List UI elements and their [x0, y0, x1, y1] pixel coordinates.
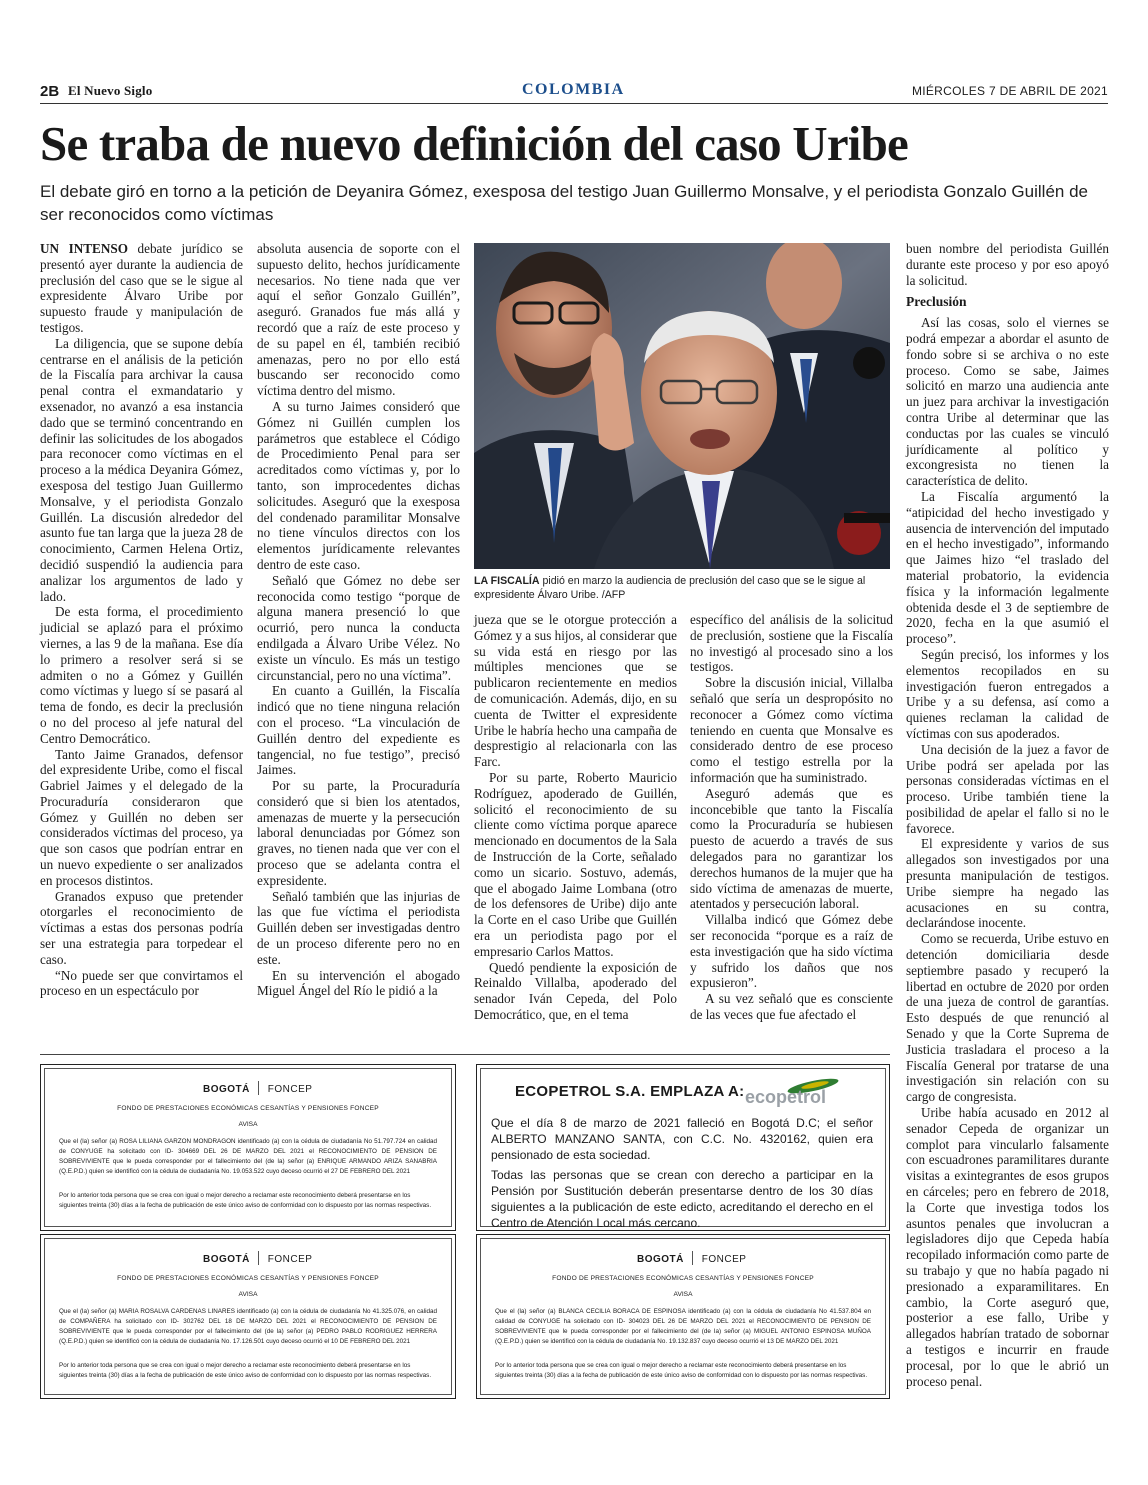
paragraph: Como se recuerda, Uribe estuvo en detención domiciliaria desde septiembre pasado y recuperó la libertad en octubre de 2020 por orden de una jueza de control de garantías. Esto después de que renunció al Senado y que la Corte Suprema de Justicia trasladara el proceso a la Fiscalía General por tratarse de una investigación sin relación con su cargo de congresista. — [906, 931, 1109, 1105]
paragraph: Villalba indicó que Gómez debe ser reconocida “porque es a raíz de esta investigación que ha sido víctima y sufrido los daños que nos expusieron”. — [690, 912, 893, 991]
ecopetrol-logo — [743, 1077, 873, 1107]
bogota-logo-text: BOGOTÁ — [203, 1254, 250, 1265]
notice-frame — [44, 1238, 452, 1395]
paragraph: Por su parte, la Procuraduría consideró que si bien los atentados, amenazas de muerte y la persecución laboral denunciadas por Gómez son graves, no tienen nada que ver con el proceso que se adelanta contra el expresidente. — [257, 778, 460, 888]
issue-date: MIÉRCOLES 7 DE ABRIL DE 2021 — [911, 84, 1108, 98]
foncep-notice — [40, 1234, 456, 1399]
article-column-4 — [690, 612, 893, 1023]
paragraph: Uribe había acusado en 2012 al senador Cepeda de organizar un complot para vincularlo falsamente con escuadrones paramilitares durante visitas a exintegrantes de esos grupos en cárceles; pero en febrero de 2018, la Corte que investiga todos los asuntos penales que involucran a legisladores dijo que Cepeda había recopilado información como parte de su trabajo y que no había pagado ni presionado a exparamilitares. En cambio, la Corte aseguró que, posterior a ese fallo, Uribe y allegados habrían tratado de sobornar a testigos e incurrir en fraude procesal, por lo que le abrió un proceso penal. — [906, 1105, 1109, 1389]
lead-text: debate jurídico se presentó ayer durante la audiencia de preclusión del caso que se le sigue al expresidente Álvaro Uribe por supuesto fraude y manipulación de testigos. — [40, 241, 243, 335]
article-column-3 — [474, 612, 677, 1023]
logo-divider — [258, 1081, 259, 1095]
foncep-logo-text: FONCEP — [267, 1084, 313, 1095]
paragraph: En su intervención el abogado Miguel Ángel del Río le pidió a la — [257, 967, 460, 999]
paragraph: Según precisó, los informes y los elementos recopilados en su investigación fueron entregados a Uribe y a su defensa, así como a quienes reclaman la calidad de víctimas con sus apoderados. — [906, 646, 1109, 741]
article-column-5 — [906, 241, 1109, 1389]
paragraph: Granados expuso que pretender otorgarles el reconocimiento de víctimas a estas dos personas podría ser una estrategia para torpedear el caso. — [40, 888, 243, 967]
logo-divider — [258, 1251, 259, 1265]
article-column-1 — [40, 241, 243, 999]
paragraph: absoluta ausencia de soporte con el supuesto delito, hechos jurídicamente necesarios. No tiene nada que ver aquí el señor Gonzalo Guillén”, aseguró. Granados fue más allá y recordó que a raíz de este proceso y de su papel en él, también recibió amenazas, pero no por ello está buscando ser reconocido como víctima dentro del mismo. — [257, 241, 460, 399]
notice-footer: Por lo anterior toda persona que se crea con igual o mejor derecho a reclamar este reconocimiento deberá presentarse en los siguientes treinta (30) días a la fecha de publicación de este único aviso de conformidad con lo dispuesto por las normas respectivas. — [59, 1192, 432, 1209]
foncep-logo-text: FONCEP — [267, 1254, 313, 1265]
paragraph: La diligencia, que se supone debía centrarse en el análisis de la petición de la Fiscalía para archivar la causa penal contra el exmandatario y exsenador, no avanzó a esa instancia dado que se terminó concentrando en definir las solicitudes de los abogados para reconocer como víctimas en el proceso a la médica Deyanira Gómez, exesposa del testigo Juan Guillermo Monsalve, y el periodista Gonzalo Guillén. La discusión alrededor del asunto fue tan larga que la jueza 28 de conocimiento, Carmen Helena Ortiz, decidió suspendió la audiencia para analizar los argumentos de lado y lado. — [40, 335, 243, 604]
ecopetrol-heading: ECOPETROL S.A. EMPLAZA A: — [515, 1083, 745, 1100]
foncep-logo — [203, 1079, 312, 1101]
photo-illustration — [474, 243, 890, 569]
ecopetrol-logo-text: ecopetrol — [745, 1087, 827, 1107]
paragraph: Una decisión de la juez a favor de Uribe podrá ser apelada por las personas consideradas víctimas en el proceso. Uribe también tiene la posibilidad de apelar el fallo si no le favorece. — [906, 741, 1109, 836]
header-divider — [40, 103, 1108, 104]
paragraph: Quedó pendiente la exposición de Reinaldo Villalba, apoderado del senador Iván Cepeda, del Polo Democrático, que, en el tema — [474, 959, 677, 1022]
notice-body: Que el (la) señor (a) MARIA ROSALVA CARDENAS LINARES identificado (a) con la cédula de ciudadanía No 41.325.076, en calidad de COMPAÑERA ha solicitado con ID- 302762 DEL 18 DE MARZO DEL 2021 el RECONOCIMIENTO DE PENSION DE SOBREVIVIENTE que le pueda corresponder por el fallecimiento del (de la) señor (a) PEDRO PABLO RODRIGUEZ HERRERA (Q.E.P.D.) quien se identificó con la cédula de ciudadanía No. 17.126.501 cuyo deceso ocurrió el 10 DE FEBRERO DEL 2021 — [59, 1308, 437, 1345]
caption-lead: LA FISCALÍA — [474, 575, 540, 587]
notice-aviso: AVISA — [673, 1291, 693, 1298]
foncep-logo — [203, 1249, 312, 1271]
foncep-logo — [637, 1249, 746, 1271]
paragraph: buen nombre del periodista Guillén durante este proceso y por eso apoyó la solicitud. — [906, 241, 1109, 288]
notice-frame — [480, 1238, 886, 1395]
notice-aviso: AVISA — [238, 1291, 258, 1298]
foncep-notice — [476, 1234, 890, 1399]
lead-paragraph — [40, 241, 243, 336]
ecopetrol-logo-icon — [743, 1077, 873, 1107]
paragraph: A su vez señaló que es consciente de las veces que fue afectado el — [690, 991, 893, 1022]
newspaper-name: El Nuevo Siglo — [68, 83, 153, 98]
notice-frame — [480, 1068, 886, 1230]
paragraph: Aseguró además que es inconcebible que tanto la Fiscalía como la Procuraduría se hubiesen puesto de acuerdo a través de sus delegados para no garantizar los derechos humanos de la mujer que ha sido víctima de amenazas de muerte, atentados y persecución laboral. — [690, 785, 893, 912]
paragraph: específico del análisis de la solicitud de preclusión, sostiene que la Fiscalía no investigó al procesado sino a los testigos. — [690, 612, 893, 675]
foncep-notice — [40, 1064, 456, 1231]
notice-title: FONDO DE PRESTACIONES ECONÓMICAS CESANTÍAS Y PENSIONES FONCEP — [117, 1105, 379, 1112]
section-label: COLOMBIA — [522, 81, 625, 98]
ads-divider — [40, 1054, 890, 1055]
paragraph: Por su parte, Roberto Mauricio Rodríguez, apoderado de Guillén, solicitó el reconocimiento de su cliente como víctima porque aparece mencionado en documentos de la Sala de Instrucción de la Corte, señalado como un sicario. Sostuvo, además, que el abogado Jaime Lombana (otro de los defensores de Uribe) dijo ante la Corte en el caso Uribe que Guillén era un periodista pago por el empresario Carlos Mattos. — [474, 769, 677, 959]
ecopetrol-paragraph-1: Que el día 8 de marzo de 2021 falleció en Bogotá D.C; el señor ALBERTO MANZANO SANTA, con C.C. No. 4320162, quien era pensionado de esta sociedad. — [491, 1116, 873, 1162]
paragraph: A su turno Jaimes consideró que Gómez ni Guillén cumplen los parámetros que establece el Código de Procedimiento Penal para ser acreditados como víctimas y, por lo tanto, son improcedentes dichas solicitudes. Aseguró que la exesposa del condenado paramilitar Monsalve no tiene vínculos directos con los elementos jurídicamente relevantes dentro de este caso. — [257, 398, 460, 572]
paragraph: La Fiscalía argumentó la “atipicidad del hecho investigado y ausencia de intervención del imputado en el hecho investigado”, informando que Jaimes hizo “el traslado del material probatorio, la evidencia física y la información legalmente obtenida desde el 3 de septiembre de 2020, fecha en la que asumió el proceso”. — [906, 488, 1109, 647]
notice-title: FONDO DE PRESTACIONES ECONÓMICAS CESANTÍAS Y PENSIONES FONCEP — [552, 1275, 814, 1282]
notice-footer: Por lo anterior toda persona que se crea con igual o mejor derecho a reclamar este reconocimiento deberá presentarse en los siguientes treinta (30) días a la fecha de publicación de este único aviso de conformidad con lo dispuesto por las normas respectivas. — [495, 1362, 868, 1379]
paragraph: Así las cosas, solo el viernes se podrá empezar a abordar el asunto de fondo sobre si se archiva o no este proceso. Como se sabe, Jaimes solicitó en marzo una audiencia ante un juez para archivar la investigación contra Uribe al determinar que las conductas por las cuales se vinculó jurídicamente al político y excongresista no tienen la característica de delito. — [906, 315, 1109, 489]
article-column-2 — [257, 241, 460, 999]
paragraph: jueza que se le otorgue protección a Gómez y a sus hijos, al considerar que su vida está en riesgo por las múltiples menciones que se publicaron recientemente en medios de comunicación. Además, dijo, en su cuenta de Twitter el expresidente Uribe le habría hecho una campaña de desprestigio al relacionarla con las Farc. — [474, 612, 677, 770]
foncep-logo-text: FONCEP — [701, 1254, 747, 1265]
ecopetrol-paragraph-2: Todas las personas que se crean con derecho a participar en la Pensión por Sustitución deberán presentarse dentro de los 30 días siguientes a la publicación de este edicto, acreditando el derecho en el Centro de Atención Local más cercano. — [491, 1168, 873, 1230]
logo-divider — [692, 1251, 693, 1265]
notice-body: Que el (la) señor (a) BLANCA CECILIA BORACA DE ESPINOSA identificado (a) con la cédula de ciudadanía No 41.537.804 en calidad de CONYUGE ha solicitado con ID- 304023 DEL 26 DE MARZO DEL 2021 el RECONOCIMIENTO DE PENSION DE SOBREVIVIENTE que le pueda corresponder por el fallecimiento del (de la) señor (a) MIGUEL ANTONIO ESPINOSA MUÑOA (Q.E.P.D.) quien se identificó con la cédula de ciudadanía No. 19.132.837 cuyo deceso ocurrió el 13 DE MARZO DEL 2021 — [495, 1308, 871, 1345]
deck: El debate giró en torno a la petición de Deyanira Gómez, exesposa del testigo Juan Guillermo Monsalve, y el periodista Gonzalo Guillén de ser reconocidos como víctimas — [40, 182, 1088, 224]
subheading: Preclusión — [906, 294, 967, 310]
paragraph: El expresidente y varios de sus allegados son investigados por una presunta manipulación de testigos. Uribe siempre ha negado las acusaciones en su contra, declarándose inocente. — [906, 836, 1109, 931]
paragraph: De esta forma, el procedimiento judicial se aplazó para el próximo viernes, a las 9 de la mañana. Ese día lo primero a resolver será si se admiten o no a Gómez y Guillén como víctimas y luego sí se pasará al tema de fondo, es decir la preclusión o no del proceso al jefe natural del Centro Democrático. — [40, 604, 243, 746]
paragraph: “No puede ser que convirtamos el proceso en un espectáculo por — [40, 967, 243, 999]
bogota-logo-text: BOGOTÁ — [203, 1084, 250, 1095]
page-number: 2B — [40, 83, 60, 100]
headline: Se traba de nuevo definición del caso Uribe — [40, 116, 909, 171]
caption-text: pidió en marzo la audiencia de preclusión del caso que se le sigue al expresidente Álvaro Uribe. /AFP — [474, 575, 866, 601]
bogota-logo-text: BOGOTÁ — [637, 1254, 684, 1265]
notice-title: FONDO DE PRESTACIONES ECONÓMICAS CESANTÍAS Y PENSIONES FONCEP — [117, 1275, 379, 1282]
lead-in: UN INTENSO — [40, 241, 128, 256]
notice-body: Que el (la) señor (a) ROSA LILIANA GARZON MONDRAGON identificado (a) con la cédula de ciudadanía No 51.797.724 en calidad de CONYUGE ha solicitado con ID- 304669 DEL 26 DE MARZO DEL 2021 el RECONOCIMIENTO DE PENSION DE SOBREVIVIENTE que le pueda corresponder por el fallecimiento del (de la) señor (a) ENRIQUE ARMANDO ARIZA SANABRIA (Q.E.P.D.) quien se identificó con la cédula de ciudadanía No. 19.053.522 cuyo deceso ocurrió el 27 DE FEBRERO DEL 2021 — [59, 1138, 437, 1175]
notice-frame — [44, 1068, 452, 1227]
paragraph: Señaló que Gómez no debe ser reconocida como testigo “porque de alguna manera presenció lo que ocurrió, pero nunca la conducta endilgada a Álvaro Uribe Vélez. No existe un vínculo. Es más un testigo circunstancial, pero no una víctima”. — [257, 572, 460, 683]
paragraph: En cuanto a Guillén, la Fiscalía indicó que no tiene ninguna relación con el proceso. “La vinculación de Guillén dentro del expediente es tangencial, no fue testigo”, precisó Jaimes. — [257, 683, 460, 778]
paragraph: Sobre la discusión inicial, Villalba señaló que sería un despropósito no reconocer a Gómez como víctima teniendo en cuenta que Monsalve es considerado dentro de ese proceso como el testigo estrella por la información que ha suministrado. — [690, 675, 893, 785]
article-photo — [474, 243, 890, 569]
photo-caption — [474, 574, 890, 602]
ecopetrol-notice — [476, 1064, 890, 1231]
paragraph: Señaló también que las injurias de las que fue víctima el periodista Guillén deben ser investigadas dentro de un proceso diferente pero no en este. — [257, 888, 460, 967]
notice-footer: Por lo anterior toda persona que se crea con igual o mejor derecho a reclamar este reconocimiento deberá presentarse en los siguientes treinta (30) días a la fecha de publicación de este único aviso de conformidad con lo dispuesto por las normas respectivas. — [59, 1362, 432, 1379]
notice-aviso: AVISA — [238, 1121, 258, 1128]
paragraph: Tanto Jaime Granados, defensor del expresidente Uribe, como el fiscal Gabriel Jaimes y el delegado de la Procuraduría consideraron que Gómez y Guillén no deben ser considerados víctimas del proceso, ya que son casos que podrían entrar en un nuevo expediente o ser analizados en procesos distintos. — [40, 746, 243, 888]
